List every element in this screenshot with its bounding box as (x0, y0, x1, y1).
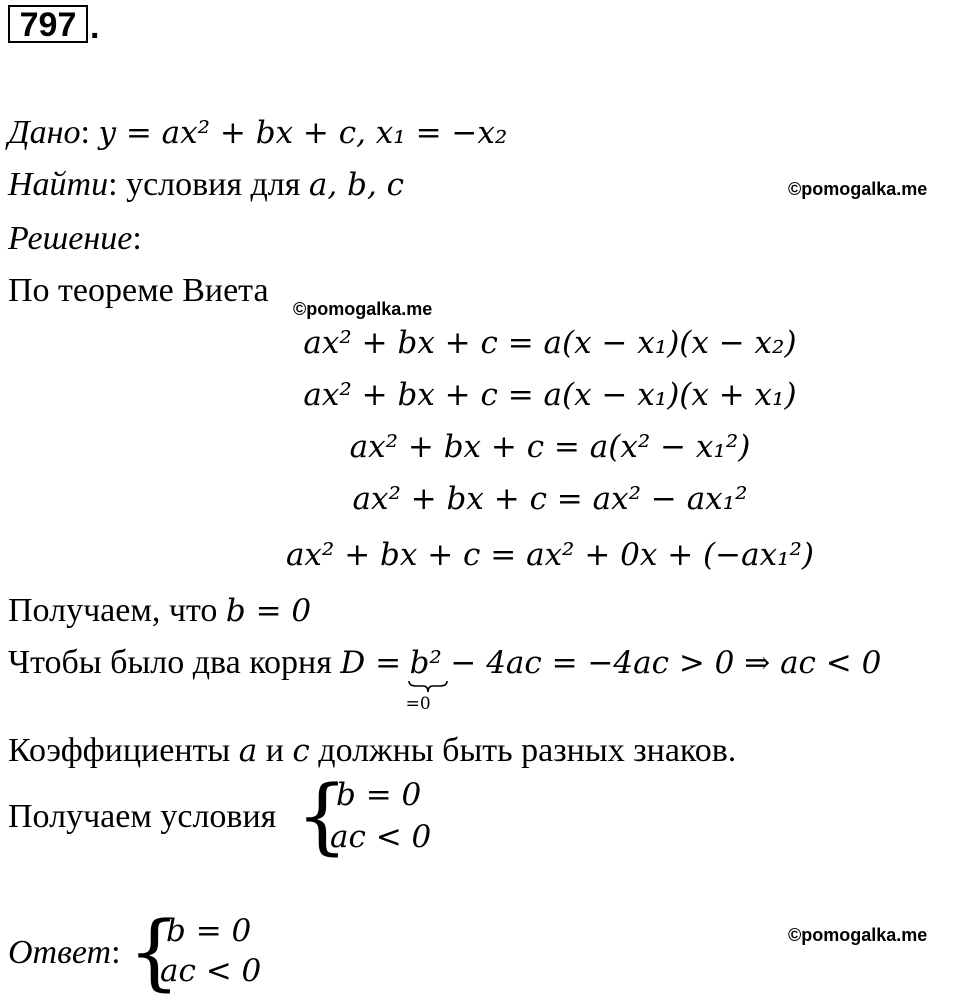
result-b-expression: b = 0 (225, 593, 312, 629)
find-line (8, 168, 404, 202)
equation-2: ax² + bx + c = a(x − x₁)(x + x₁) (303, 377, 797, 413)
discriminant-line (8, 644, 882, 714)
result-b-line (8, 594, 311, 628)
answer-line (8, 936, 121, 970)
discriminant-d: D = (340, 645, 402, 681)
find-label: Найти (8, 166, 109, 203)
answer-line-1: b = 0 (166, 913, 252, 949)
given-line (8, 116, 507, 150)
coeffs-pre: Коэффициенты (8, 732, 231, 769)
equation-3: ax² + bx + c = a(x² − x₁²) (349, 429, 751, 465)
b-squared: b² (409, 645, 442, 681)
answer-line-2: ac < 0 (160, 953, 262, 989)
coeffs-mid: и (265, 732, 284, 769)
coefficients-line (8, 734, 736, 768)
underbrace-label: =0 (405, 694, 431, 714)
given-expression: y = ax² + bx + c, x₁ = −x₂ (98, 115, 508, 151)
problem-number-dot: . (90, 8, 100, 46)
solution-label: Решение (8, 220, 133, 257)
given-label: Дано (8, 114, 81, 151)
discriminant-text: Чтобы было два корня (8, 644, 332, 681)
conditions-text: Получаем условия (8, 798, 277, 835)
coeffs-a: a (238, 733, 258, 769)
watermark-bottom: ©pomogalka.me (788, 925, 928, 945)
solution-line (8, 222, 142, 256)
result-b-text: Получаем, что (8, 592, 218, 629)
find-colon: : (108, 166, 118, 203)
solution-colon: : (132, 220, 142, 257)
conditions-brace: { (296, 769, 349, 864)
vieta-text: По теореме Виета (8, 272, 269, 309)
answer-brace: { (128, 905, 181, 1000)
underbrace (408, 680, 448, 694)
watermark-middle: ©pomogalka.me (293, 299, 433, 319)
answer-colon: : (111, 934, 121, 971)
find-text: условия для (126, 166, 301, 203)
equation-4: ax² + bx + c = ax² − ax₁² (352, 481, 748, 517)
equation-1: ax² + bx + c = a(x − x₁)(x − x₂) (303, 325, 797, 361)
equation-5: ax² + bx + c = ax² + 0x + (−ax₁²) (285, 537, 815, 573)
b-squared-group (405, 645, 442, 714)
conditions-line-1: b = 0 (336, 777, 422, 813)
problem-number: 797 (8, 5, 88, 43)
coeffs-c: c (292, 733, 310, 769)
given-colon: : (80, 114, 90, 151)
discriminant-rest: − 4ac = −4ac > 0 ⇒ ac < 0 (450, 645, 882, 681)
find-variables: a, b, c (308, 167, 405, 203)
coeffs-post: должны быть разных знаков. (318, 732, 737, 769)
answer-label: Ответ (8, 934, 112, 971)
conditions-line-2: ac < 0 (330, 819, 432, 855)
watermark-top: ©pomogalka.me (788, 179, 928, 199)
